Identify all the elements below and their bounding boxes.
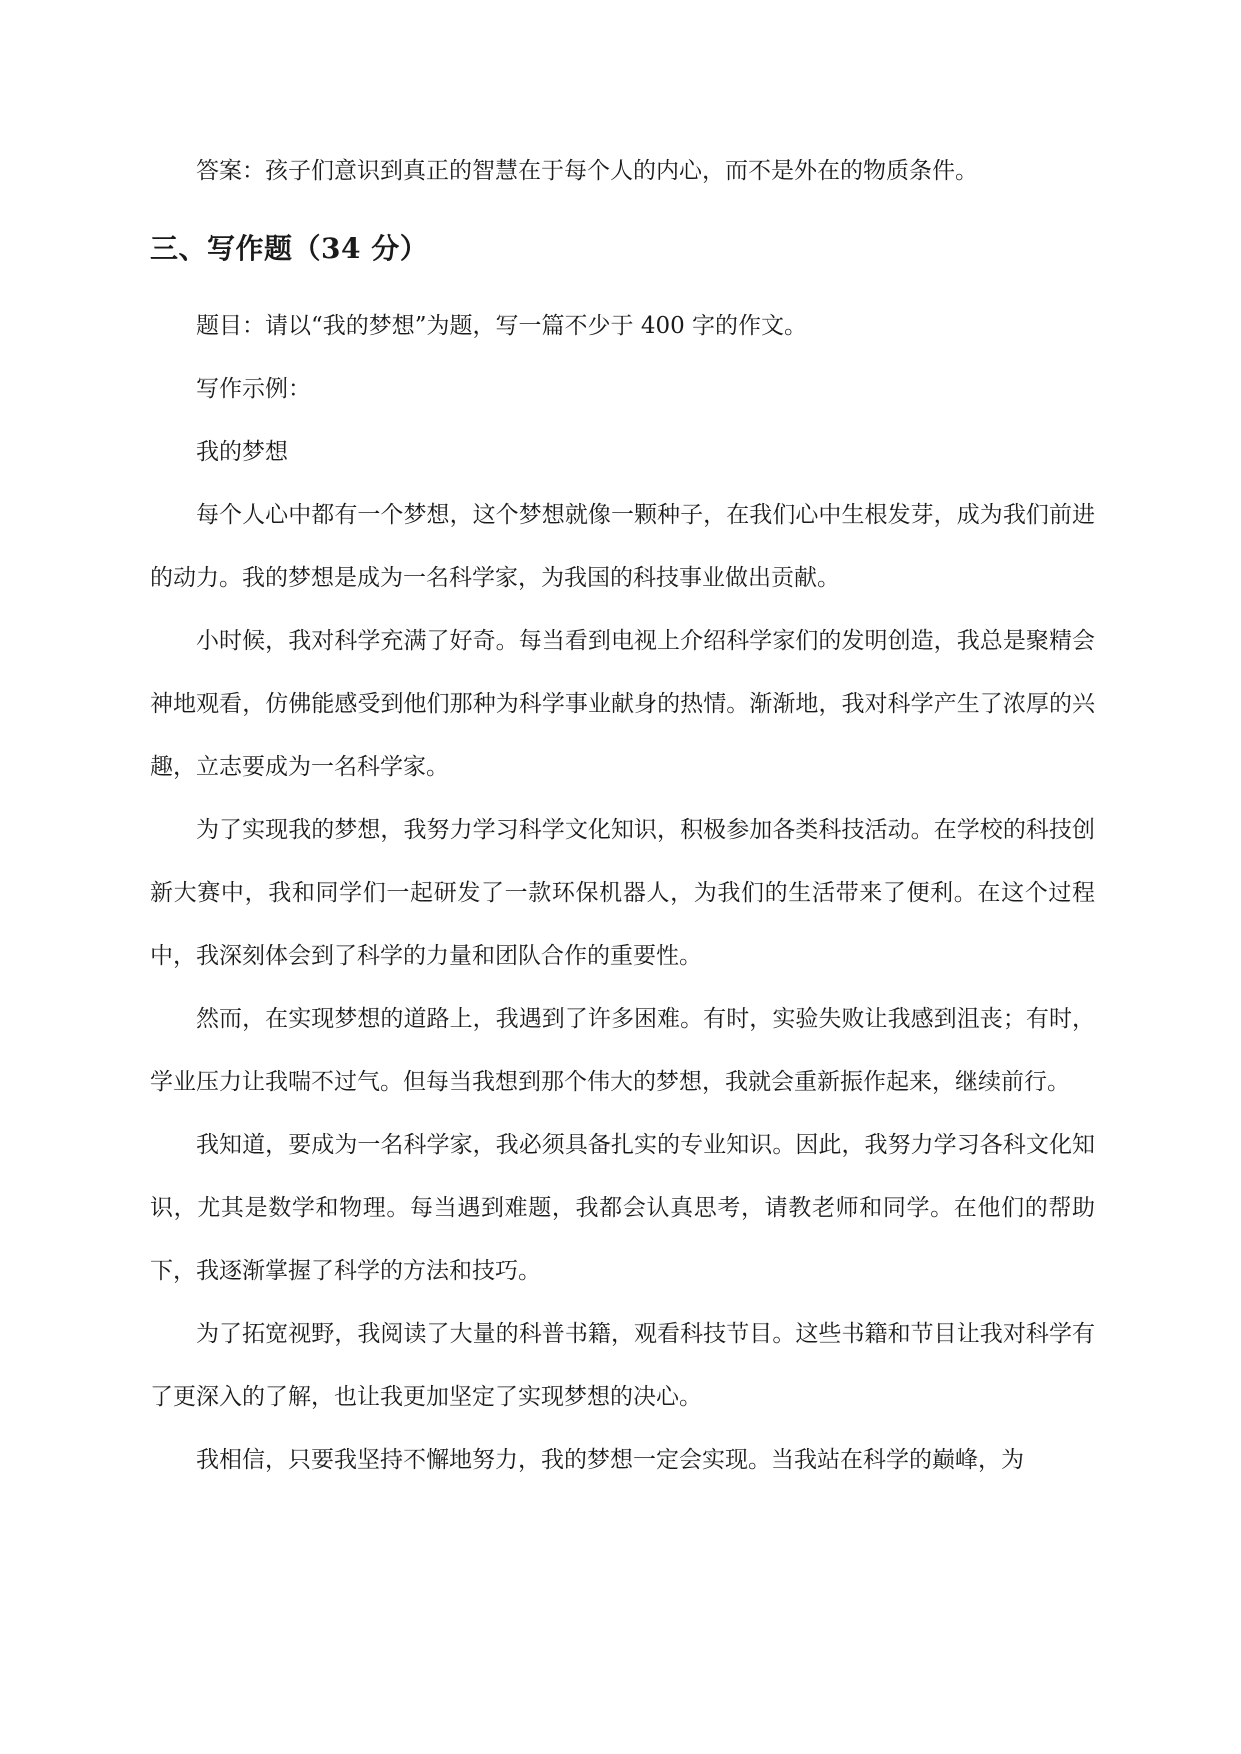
essay-paragraph: 为了实现我的梦想，我努力学习科学文化知识，积极参加各类科技活动。在学校的科技创新大赛中，我和同学们一起研发了一款环保机器人，为我们的生活带来了便利。在这个过程中，我深刻体会到了科学的力量和团队合作的重要性。 bbox=[150, 817, 1095, 969]
essay-paragraph: 为了拓宽视野，我阅读了大量的科普书籍，观看科技节目。这些书籍和节目让我对科学有了更深入的了解，也让我更加坚定了实现梦想的决心。 bbox=[150, 1321, 1095, 1410]
example-label: 写作示例： bbox=[196, 376, 311, 402]
essay-title: 我的梦想 bbox=[196, 439, 288, 465]
essay-paragraph: 小时候，我对科学充满了好奇。每当看到电视上介绍科学家们的发明创造，我总是聚精会神地观看，仿佛能感受到他们那种为科学事业献身的热情。渐渐地，我对科学产生了浓厚的兴趣，立志要成为一名科学家。 bbox=[150, 628, 1095, 780]
document-page bbox=[150, 140, 1095, 1492]
essay-paragraph: 然而，在实现梦想的道路上，我遇到了许多困难。有时，实验失败让我感到沮丧；有时，学业压力让我喘不过气。但每当我想到那个伟大的梦想，我就会重新振作起来，继续前行。 bbox=[150, 1006, 1095, 1095]
answer-text: 答案：孩子们意识到真正的智慧在于每个人的内心，而不是外在的物质条件。 bbox=[196, 158, 978, 184]
essay-paragraph: 每个人心中都有一个梦想，这个梦想就像一颗种子，在我们心中生根发芽，成为我们前进的动力。我的梦想是成为一名科学家，为我国的科技事业做出贡献。 bbox=[150, 502, 1095, 591]
writing-prompt: 题目：请以“我的梦想”为题，写一篇不少于 400 字的作文。 bbox=[196, 313, 808, 339]
essay-paragraph: 我知道，要成为一名科学家，我必须具备扎实的专业知识。因此，我努力学习各科文化知识，尤其是数学和物理。每当遇到难题，我都会认真思考，请教老师和同学。在他们的帮助下，我逐渐掌握了科学的方法和技巧。 bbox=[150, 1132, 1095, 1284]
essay-paragraph: 我相信，只要我坚持不懈地努力，我的梦想一定会实现。当我站在科学的巅峰，为 bbox=[196, 1447, 1024, 1473]
section-heading: 三、写作题（34 分） bbox=[150, 232, 429, 265]
